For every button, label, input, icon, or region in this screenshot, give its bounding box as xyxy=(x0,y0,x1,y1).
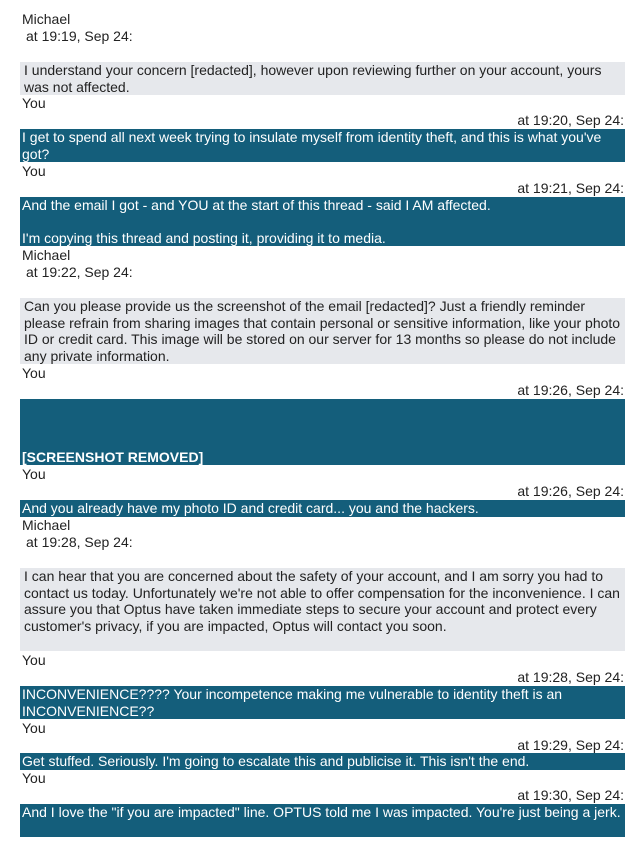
sender-name: You xyxy=(22,466,46,482)
sender-name: Michael xyxy=(22,517,71,533)
sender-name: You xyxy=(22,720,46,736)
sender-name: You xyxy=(22,652,46,668)
sender-name: Michael xyxy=(22,11,71,27)
user-message: And the email I got - and YOU at the start of this thread - said I AM affected. I'm copying this thread and posting it, providing it to media. xyxy=(20,197,625,246)
sender-name: You xyxy=(22,365,46,381)
message-timestamp: at 19:28, Sep 24: xyxy=(26,534,133,550)
user-message: And I love the "if you are impacted" line. OPTUS told me I was impacted. You're just being a jerk. xyxy=(20,804,625,837)
message-timestamp: at 19:21, Sep 24: xyxy=(517,180,624,196)
sender-name: You xyxy=(22,95,46,111)
agent-message: I understand your concern [redacted], however upon reviewing further on your account, yours was not affected. xyxy=(20,62,625,95)
user-message-text: So, you're calling me a liar now? xyxy=(22,547,224,564)
agent-message: I can hear that you are concerned about the safety of your account, and I am sorry you had to contact us today. Unfortunately we're not able to offer compensation for the inconvenience. I can assure you that Optus have taken immediate steps to secure your account and protect every customer's privacy, if you are impacted, Optus will contact you soon. xyxy=(20,568,625,651)
user-message: Get stuffed. Seriously. I'm going to escalate this and publicise it. This isn't the end. xyxy=(20,753,625,770)
screenshot-removed-label: [SCREENSHOT REMOVED] xyxy=(22,449,204,465)
sender-name: You xyxy=(22,770,46,786)
user-message: INCONVENIENCE???? Your incompetence making me vulnerable to identity theft is an INCONVENIENCE?? xyxy=(20,686,625,719)
message-timestamp: at 19:19, Sep 24: xyxy=(26,28,133,44)
message-timestamp: at 19:20, Sep 24: xyxy=(517,112,624,128)
user-message: I get to spend all next week trying to insulate myself from identity theft, and this is what you've got? xyxy=(20,129,625,162)
message-timestamp: at 19:22, Sep 24: xyxy=(26,264,133,280)
user-message: And you already have my photo ID and credit card... you and the hackers. xyxy=(20,500,625,517)
message-timestamp: at 19:26, Sep 24: xyxy=(517,382,624,398)
message-timestamp: at 19:28, Sep 24: xyxy=(517,669,624,685)
sender-name: Michael xyxy=(22,247,71,263)
message-timestamp: at 19:29, Sep 24: xyxy=(517,737,624,753)
message-timestamp: at 19:30, Sep 24: xyxy=(517,787,624,803)
sender-name: You xyxy=(22,163,46,179)
agent-message: Can you please provide us the screenshot of the email [redacted]? Just a friendly reminder please refrain from sharing images that contain personal or sensitive information, like your photo ID or credit card. This image will be stored on our server for 13 months so please do not include any private information. xyxy=(20,298,625,364)
message-timestamp: at 19:26, Sep 24: xyxy=(517,483,624,499)
